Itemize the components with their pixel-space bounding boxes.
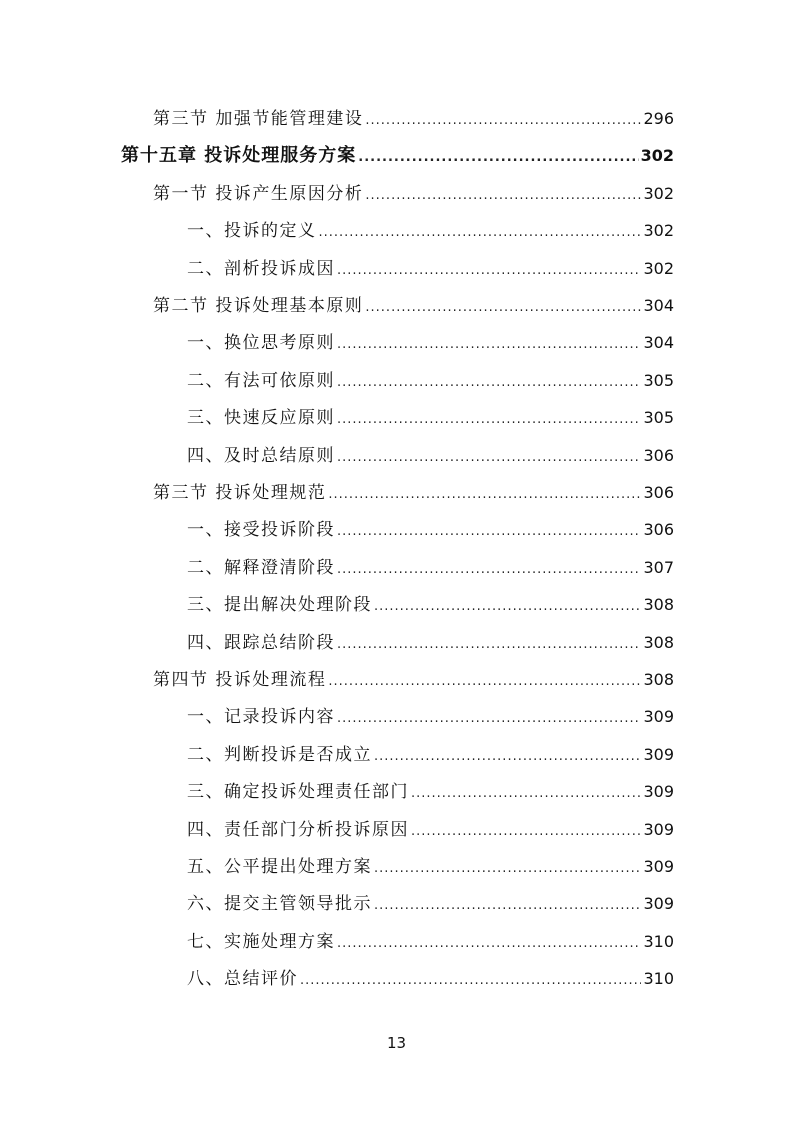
toc-leader-dots	[319, 225, 642, 240]
toc-entry[interactable]	[187, 628, 674, 658]
toc-entry[interactable]	[187, 366, 674, 396]
toc-entry-title: 二、判断投诉是否成立	[187, 745, 372, 765]
toc-entry-page: 309	[643, 782, 674, 801]
toc-leader-dots	[337, 936, 641, 951]
toc-entry[interactable]	[187, 927, 674, 957]
toc-entry[interactable]	[187, 553, 674, 583]
toc-leader-dots	[337, 637, 641, 652]
toc-entry-page: 305	[643, 371, 674, 390]
toc-entry-title: 三、提出解决处理阶段	[187, 595, 372, 615]
toc-entry[interactable]	[187, 328, 674, 358]
toc-entry-page: 308	[643, 633, 674, 652]
toc-entry-title: 四、及时总结原则	[187, 446, 335, 466]
toc-entry-title: 八、总结评价	[187, 969, 298, 989]
toc-leader-dots	[337, 450, 641, 465]
toc-entry-title: 第三节 投诉处理规范	[153, 483, 327, 503]
toc-leader-dots	[411, 786, 641, 801]
toc-leader-dots	[337, 562, 641, 577]
toc-entry-title: 七、实施处理方案	[187, 932, 335, 952]
toc-entry[interactable]	[187, 590, 674, 620]
toc-entry-page: 310	[643, 932, 674, 951]
toc-leader-dots	[328, 487, 641, 502]
toc-entry[interactable]	[187, 964, 674, 994]
toc-entry-title: 一、记录投诉内容	[187, 707, 335, 727]
toc-entry[interactable]	[187, 254, 674, 284]
toc-entry-page: 308	[643, 670, 674, 689]
toc-entry-title: 二、有法可依原则	[187, 371, 335, 391]
toc-entry[interactable]	[121, 141, 674, 171]
toc-leader-dots	[365, 188, 641, 203]
toc-entry-title: 第十五章 投诉处理服务方案	[121, 145, 357, 166]
toc-entry-page: 304	[643, 296, 674, 315]
toc-entry[interactable]	[187, 815, 674, 845]
toc-entry[interactable]	[187, 702, 674, 732]
toc-entry-page: 306	[643, 520, 674, 539]
toc-entry-title: 四、责任部门分析投诉原因	[187, 820, 409, 840]
toc-entry[interactable]	[187, 216, 674, 246]
toc-entry-page: 306	[643, 483, 674, 502]
toc-entry-title: 第二节 投诉处理基本原则	[153, 296, 364, 316]
toc-entry-page: 308	[643, 595, 674, 614]
toc-entry-title: 一、接受投诉阶段	[187, 520, 335, 540]
toc-leader-dots	[337, 337, 641, 352]
toc-entry[interactable]	[153, 665, 674, 695]
toc-entry-title: 一、换位思考原则	[187, 333, 335, 353]
toc-entry-title: 一、投诉的定义	[187, 221, 317, 241]
toc-entry-page: 302	[643, 184, 674, 203]
toc-leader-dots	[374, 599, 641, 614]
toc-entry-page: 302	[643, 259, 674, 278]
toc-entry-title: 二、解释澄清阶段	[187, 558, 335, 578]
toc-entry-page: 305	[643, 408, 674, 427]
toc-leader-dots	[300, 973, 641, 988]
toc-leader-dots	[374, 861, 641, 876]
toc-leader-dots	[411, 824, 641, 839]
toc-leader-dots	[365, 300, 641, 315]
toc-entry[interactable]	[187, 740, 674, 770]
toc-entry-page: 309	[643, 745, 674, 764]
toc-leader-dots	[337, 412, 641, 427]
toc-leader-dots	[374, 749, 641, 764]
toc-leader-dots	[358, 150, 638, 165]
toc-entry-page: 309	[643, 857, 674, 876]
toc-entry[interactable]	[187, 777, 674, 807]
toc-entry[interactable]	[187, 889, 674, 919]
toc-entry[interactable]	[187, 515, 674, 545]
toc-entry-page: 309	[643, 820, 674, 839]
toc-leader-dots	[337, 711, 641, 726]
toc-entry-title: 二、剖析投诉成因	[187, 259, 335, 279]
toc-entry-title: 第一节 投诉产生原因分析	[153, 184, 364, 204]
toc-leader-dots	[337, 375, 641, 390]
toc-entry-title: 第三节 加强节能管理建设	[153, 109, 364, 129]
toc-entry-page: 307	[643, 558, 674, 577]
toc-leader-dots	[374, 898, 641, 913]
toc-entry-page: 302	[643, 221, 674, 240]
toc-entry-page: 306	[643, 446, 674, 465]
toc-entry-page: 309	[643, 707, 674, 726]
toc-entry-title: 第四节 投诉处理流程	[153, 670, 327, 690]
toc-entry[interactable]	[153, 291, 674, 321]
toc-entry-page: 310	[643, 969, 674, 988]
toc-entry[interactable]	[153, 478, 674, 508]
toc-entry-page: 309	[643, 894, 674, 913]
toc-entry-title: 六、提交主管领导批示	[187, 894, 372, 914]
toc-leader-dots	[337, 524, 641, 539]
toc-leader-dots	[328, 674, 641, 689]
toc-entry-page: 296	[643, 109, 674, 128]
toc-entry[interactable]	[187, 403, 674, 433]
toc-entry[interactable]	[153, 179, 674, 209]
toc-entry[interactable]	[187, 852, 674, 882]
toc-entry-page: 302	[640, 146, 674, 165]
toc-leader-dots	[337, 263, 641, 278]
page-number: 13	[386, 1034, 407, 1052]
toc-entry-title: 五、公平提出处理方案	[187, 857, 372, 877]
toc-entry-title: 三、确定投诉处理责任部门	[187, 782, 409, 802]
toc-entry-title: 三、快速反应原则	[187, 408, 335, 428]
toc-entry-page: 304	[643, 333, 674, 352]
toc-entry-title: 四、跟踪总结阶段	[187, 633, 335, 653]
toc-entry[interactable]	[187, 441, 674, 471]
toc-entry[interactable]	[153, 104, 674, 134]
toc-leader-dots	[365, 113, 641, 128]
